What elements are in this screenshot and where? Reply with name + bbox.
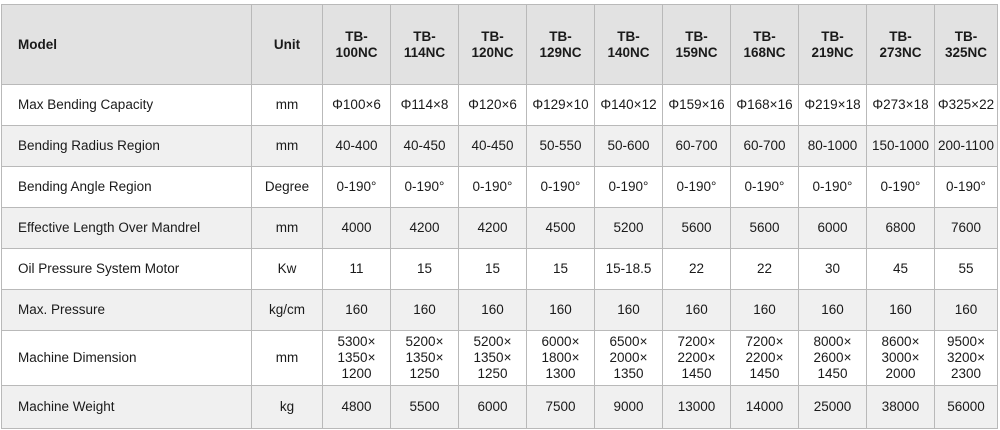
value-cell xyxy=(595,126,663,167)
value-line: 60-700 xyxy=(743,138,786,153)
value-cell xyxy=(459,126,527,167)
value-cell xyxy=(391,85,459,126)
value-line: Φ140×12 xyxy=(600,97,657,112)
value-line: 80-1000 xyxy=(807,138,858,153)
value-line: 45 xyxy=(892,261,909,276)
value-line: Φ129×10 xyxy=(532,97,589,112)
value-line: 9000 xyxy=(613,399,644,414)
value-cell xyxy=(459,249,527,290)
table-body xyxy=(2,85,998,429)
value-line: 40-450 xyxy=(471,138,514,153)
spec-table xyxy=(1,4,998,429)
table-row xyxy=(2,331,998,386)
value-line: 4000 xyxy=(341,220,372,235)
value-line: 0-190° xyxy=(880,179,921,194)
value-cell xyxy=(663,85,731,126)
value-line: 0-190° xyxy=(472,179,513,194)
value-line: 160 xyxy=(685,302,708,317)
value-line: 13000 xyxy=(677,399,716,414)
value-cell xyxy=(799,249,867,290)
model-header-cell xyxy=(663,5,731,85)
value-cell xyxy=(459,167,527,208)
value-cell xyxy=(663,167,731,208)
value-cell xyxy=(391,331,459,386)
value-cell xyxy=(867,167,935,208)
model-header-cell xyxy=(391,5,459,85)
value-cell xyxy=(935,167,998,208)
value-line: 5200× xyxy=(473,334,512,349)
value-cell xyxy=(867,249,935,290)
value-cell xyxy=(867,290,935,331)
row-unit: Kw xyxy=(252,249,323,290)
model-header-cell xyxy=(731,5,799,85)
row-label: Machine Dimension xyxy=(2,331,252,386)
value-cell xyxy=(935,208,998,249)
value-line: 150-1000 xyxy=(871,138,930,153)
value-line: 1800× xyxy=(541,350,580,365)
value-line: 2600× xyxy=(813,350,852,365)
value-cell xyxy=(663,290,731,331)
value-line: 160 xyxy=(617,302,640,317)
value-cell xyxy=(527,126,595,167)
value-line: 6000× xyxy=(541,334,580,349)
value-line: 160 xyxy=(481,302,504,317)
value-cell xyxy=(595,167,663,208)
value-line: Φ219×18 xyxy=(804,97,861,112)
value-line: 5500 xyxy=(409,399,440,414)
value-cell xyxy=(867,126,935,167)
value-cell xyxy=(323,290,391,331)
value-line: 200-1100 xyxy=(937,138,995,153)
value-line: Φ159×16 xyxy=(668,97,725,112)
value-cell xyxy=(935,331,998,386)
value-cell xyxy=(799,290,867,331)
value-line: 14000 xyxy=(745,399,784,414)
model-header-cell xyxy=(459,5,527,85)
value-cell xyxy=(867,208,935,249)
value-line: 160 xyxy=(954,302,978,317)
model-header-line: 219NC xyxy=(811,44,854,60)
value-line: 160 xyxy=(345,302,368,317)
value-line: 1450 xyxy=(817,366,848,381)
value-cell xyxy=(935,290,998,331)
row-label: Max. Pressure xyxy=(2,290,252,331)
value-cell xyxy=(663,331,731,386)
value-cell xyxy=(799,386,867,429)
value-cell xyxy=(459,331,527,386)
value-cell xyxy=(731,290,799,331)
value-line: 38000 xyxy=(881,399,920,414)
value-cell xyxy=(391,167,459,208)
row-label: Oil Pressure System Motor xyxy=(2,249,252,290)
value-line: 1350× xyxy=(337,350,376,365)
value-cell xyxy=(663,126,731,167)
model-header-cell xyxy=(799,5,867,85)
value-line: 22 xyxy=(756,261,773,276)
row-unit: kg/cm xyxy=(252,290,323,331)
value-line: 5300× xyxy=(337,334,376,349)
unit-header: Unit xyxy=(252,5,323,85)
value-line: 7600 xyxy=(950,220,982,235)
value-line: 0-190° xyxy=(946,179,986,194)
value-cell xyxy=(867,331,935,386)
table-row xyxy=(2,208,998,249)
model-header-line: TB- xyxy=(345,28,368,44)
value-cell xyxy=(323,386,391,429)
value-line: 40-400 xyxy=(335,138,378,153)
value-line: 7500 xyxy=(545,399,576,414)
value-line: Φ168×16 xyxy=(736,97,793,112)
value-cell xyxy=(459,386,527,429)
model-header-line: TB- xyxy=(481,28,504,44)
model-header-cell xyxy=(323,5,391,85)
value-cell xyxy=(867,386,935,429)
value-line: 1200 xyxy=(341,366,372,381)
value-cell xyxy=(391,290,459,331)
value-cell xyxy=(527,208,595,249)
model-header-line: TB- xyxy=(954,28,978,44)
model-header-line: TB- xyxy=(413,28,436,44)
row-label: Bending Angle Region xyxy=(2,167,252,208)
value-cell xyxy=(391,249,459,290)
spec-table-container xyxy=(1,4,998,429)
value-line: 0-190° xyxy=(608,179,649,194)
value-cell xyxy=(323,126,391,167)
value-line: 15 xyxy=(552,261,569,276)
model-header-line: 100NC xyxy=(335,44,378,60)
value-cell xyxy=(595,290,663,331)
value-cell xyxy=(527,290,595,331)
table-row xyxy=(2,249,998,290)
value-cell xyxy=(799,331,867,386)
row-unit: mm xyxy=(252,331,323,386)
value-line: Φ114×8 xyxy=(400,97,449,112)
model-header-line: TB- xyxy=(753,28,776,44)
value-line: 55 xyxy=(958,261,974,276)
value-cell xyxy=(527,85,595,126)
value-cell xyxy=(731,167,799,208)
value-cell xyxy=(731,249,799,290)
value-line: 56000 xyxy=(947,399,985,414)
value-line: 2300 xyxy=(950,366,982,381)
value-line: 15-18.5 xyxy=(605,261,652,276)
value-cell xyxy=(527,331,595,386)
value-line: 160 xyxy=(821,302,844,317)
row-unit: mm xyxy=(252,85,323,126)
value-line: 0-190° xyxy=(336,179,377,194)
value-line: 60-700 xyxy=(675,138,718,153)
value-cell xyxy=(459,290,527,331)
value-line: 50-550 xyxy=(539,138,582,153)
value-cell xyxy=(391,208,459,249)
value-line: Φ273×18 xyxy=(872,97,929,112)
value-line: Φ100×6 xyxy=(332,97,381,112)
value-line: 160 xyxy=(889,302,912,317)
value-cell xyxy=(595,208,663,249)
value-line: 30 xyxy=(824,261,841,276)
value-line: 160 xyxy=(413,302,436,317)
value-cell xyxy=(799,167,867,208)
value-line: 7200× xyxy=(745,334,784,349)
value-line: 3200× xyxy=(947,350,985,365)
value-cell xyxy=(323,249,391,290)
value-line: 3000× xyxy=(881,350,920,365)
value-cell xyxy=(595,386,663,429)
value-line: 5200 xyxy=(613,220,644,235)
table-row xyxy=(2,167,998,208)
value-line: 0-190° xyxy=(540,179,581,194)
value-cell xyxy=(595,249,663,290)
value-line: 11 xyxy=(349,261,364,276)
value-cell xyxy=(595,331,663,386)
table-row xyxy=(2,386,998,429)
model-header-line: 159NC xyxy=(675,44,718,60)
value-line: 6000 xyxy=(477,399,508,414)
value-cell xyxy=(595,85,663,126)
header-row xyxy=(2,5,998,85)
value-line: 2000 xyxy=(885,366,916,381)
value-cell xyxy=(459,208,527,249)
model-header-line: 140NC xyxy=(607,44,650,60)
value-line: 2200× xyxy=(745,350,784,365)
model-header-line: 129NC xyxy=(539,44,582,60)
value-cell xyxy=(459,85,527,126)
value-line: 1450 xyxy=(681,366,712,381)
value-cell xyxy=(527,386,595,429)
value-line: 0-190° xyxy=(812,179,853,194)
value-cell xyxy=(935,249,998,290)
model-header-line: 168NC xyxy=(743,44,786,60)
value-cell xyxy=(731,85,799,126)
value-line: 5600 xyxy=(749,220,780,235)
row-unit: Degree xyxy=(252,167,323,208)
value-line: 1300 xyxy=(545,366,576,381)
value-cell xyxy=(935,126,998,167)
value-cell xyxy=(731,208,799,249)
model-header: Model xyxy=(2,5,252,85)
value-cell xyxy=(799,208,867,249)
model-header-line: TB- xyxy=(821,28,844,44)
row-label: Max Bending Capacity xyxy=(2,85,252,126)
row-label: Machine Weight xyxy=(2,386,252,429)
model-header-line: 273NC xyxy=(879,44,922,60)
value-cell xyxy=(391,126,459,167)
row-label: Bending Radius Region xyxy=(2,126,252,167)
value-line: Φ325×22 xyxy=(937,97,995,112)
value-line: 1350× xyxy=(405,350,444,365)
model-header-line: TB- xyxy=(889,28,912,44)
value-line: 1250 xyxy=(409,366,440,381)
model-header-line: 114NC xyxy=(403,44,446,60)
value-cell xyxy=(935,85,998,126)
value-line: 4200 xyxy=(477,220,508,235)
value-line: 9500× xyxy=(947,334,985,349)
value-line: 4500 xyxy=(545,220,576,235)
value-cell xyxy=(323,167,391,208)
model-header-cell xyxy=(935,5,998,85)
value-cell xyxy=(323,331,391,386)
value-line: 1350 xyxy=(613,366,644,381)
value-line: 0-190° xyxy=(676,179,717,194)
value-line: 7200× xyxy=(677,334,716,349)
model-header-line: 120NC xyxy=(471,44,514,60)
model-header-cell xyxy=(527,5,595,85)
value-line: 15 xyxy=(416,261,433,276)
value-cell xyxy=(527,167,595,208)
value-line: 8600× xyxy=(881,334,920,349)
value-cell xyxy=(663,249,731,290)
model-header-cell xyxy=(595,5,663,85)
table-row xyxy=(2,85,998,126)
value-cell xyxy=(323,85,391,126)
value-cell xyxy=(731,386,799,429)
value-line: 8000× xyxy=(813,334,852,349)
value-line: 40-450 xyxy=(403,138,446,153)
value-cell xyxy=(935,386,998,429)
value-line: 4200 xyxy=(409,220,440,235)
model-header-line: TB- xyxy=(549,28,572,44)
value-line: 2200× xyxy=(677,350,716,365)
value-cell xyxy=(799,126,867,167)
value-line: 0-190° xyxy=(404,179,445,194)
model-header-line: 325NC xyxy=(944,44,988,60)
value-line: 25000 xyxy=(813,399,852,414)
row-unit: kg xyxy=(252,386,323,429)
value-line: 1250 xyxy=(477,366,508,381)
value-cell xyxy=(391,386,459,429)
value-cell xyxy=(663,386,731,429)
value-line: 6800 xyxy=(885,220,916,235)
value-line: 50-600 xyxy=(607,138,650,153)
value-line: 6500× xyxy=(609,334,648,349)
value-line: 1450 xyxy=(749,366,780,381)
value-line: 6000 xyxy=(817,220,848,235)
value-line: 160 xyxy=(549,302,572,317)
value-cell xyxy=(799,85,867,126)
table-row xyxy=(2,290,998,331)
value-line: 0-190° xyxy=(744,179,785,194)
value-line: 160 xyxy=(753,302,776,317)
value-cell xyxy=(731,126,799,167)
value-cell xyxy=(867,85,935,126)
model-header-cell xyxy=(867,5,935,85)
row-unit: mm xyxy=(252,208,323,249)
value-cell xyxy=(663,208,731,249)
row-label: Effective Length Over Mandrel xyxy=(2,208,252,249)
value-line: 4800 xyxy=(341,399,372,414)
value-line: 15 xyxy=(484,261,501,276)
row-unit: mm xyxy=(252,126,323,167)
value-line: Φ120×6 xyxy=(468,97,517,112)
value-cell xyxy=(527,249,595,290)
value-cell xyxy=(323,208,391,249)
model-header-line: TB- xyxy=(685,28,708,44)
model-header-line: TB- xyxy=(617,28,640,44)
value-cell xyxy=(731,331,799,386)
value-line: 5200× xyxy=(405,334,444,349)
table-row xyxy=(2,126,998,167)
value-line: 2000× xyxy=(609,350,648,365)
value-line: 5600 xyxy=(681,220,712,235)
value-line: 22 xyxy=(688,261,705,276)
value-line: 1350× xyxy=(473,350,512,365)
